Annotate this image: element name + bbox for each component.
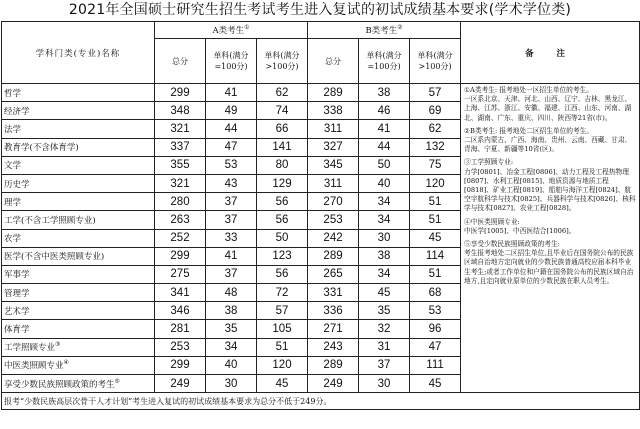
subject-cell: 理学 [2,193,155,211]
note-body: 力学[0801]、冶金工程[0806]、动力工程及工程热物理[0807]、水利工程[0815]、地质资源与地质工程[0818]、矿业工程[0819]、船舶与海洋工程[0824]、航空宇航科学与技术[0825]、兵器科学与技术[0826]、核科学与技术[0827]、农业工程[0828]。 [464,167,636,213]
b-single-over100-cell: 47 [410,338,461,356]
subject-cell: 经济学 [2,102,155,120]
a-single100-cell: 40 [206,356,257,374]
b-total-header: 总分 [308,39,359,84]
b-single100-header: 单科(满分=100分) [359,39,410,84]
subject-cell: 军事学 [2,265,155,283]
b-single100-cell: 34 [359,211,410,229]
a-total-cell: 253 [155,338,206,356]
note-heading: ①A类考生: 报考地处一区招生单位的考生。 [464,86,593,94]
b-single-over100-cell: 114 [410,247,461,265]
b-single100-cell: 50 [359,156,410,174]
a-single-over100-cell: 56 [257,265,308,283]
a-single100-cell: 30 [206,375,257,393]
header-row-groups [2,22,640,39]
b-single-over100-header: 单科(满分>100分) [410,39,461,84]
a-single-over100-cell: 72 [257,284,308,302]
b-total-cell: 249 [308,375,359,393]
a-single-over100-cell: 141 [257,138,308,156]
subject-cell: 农学 [2,229,155,247]
b-single100-cell: 40 [359,174,410,192]
a-single100-cell: 41 [206,84,257,102]
note-heading: ②B类考生: 报考地处二区招生单位的考生。 [464,126,594,135]
a-single100-cell: 43 [206,174,257,192]
note-body: 一区系北京、天津、河北、山西、辽宁、吉林、黑龙江、上海、江苏、浙江、安徽、福建、江西、山东、河南、湖北、湖南、广东、重庆、四川、陕西等21省(市)。 [464,95,632,122]
a-single-over100-cell: 120 [257,356,308,374]
a-single-over100-cell: 66 [257,120,308,138]
a-single-over100-cell: 123 [257,247,308,265]
a-single100-cell: 49 [206,102,257,120]
b-single-over100-cell: 68 [410,284,461,302]
a-total-cell: 280 [155,193,206,211]
footer-note: 报考“少数民族高层次骨干人才计划”考生进入复试的初试成绩基本要求为总分不低于249分。 [2,393,640,410]
b-total-cell: 345 [308,156,359,174]
note-heading: ③工学照顾专业: [464,158,514,167]
b-single-over100-cell: 53 [410,302,461,320]
b-single-over100-cell: 51 [410,265,461,283]
a-single100-header: 单科(满分=100分) [206,39,257,84]
a-total-cell: 263 [155,211,206,229]
a-single-over100-cell: 105 [257,320,308,338]
subject-cell: 法学 [2,120,155,138]
b-total-cell: 271 [308,320,359,338]
note-block [464,127,636,155]
a-total-header: 总分 [155,39,206,84]
b-total-cell: 253 [308,211,359,229]
b-total-cell: 243 [308,338,359,356]
a-total-cell: 321 [155,120,206,138]
b-single100-cell: 34 [359,265,410,283]
a-single100-cell: 37 [206,211,257,229]
b-single-over100-cell: 69 [410,102,461,120]
note-body: 中医学[1005]、中西医结合[1006]。 [464,226,576,235]
note-body: 考生报考地处二区招生单位,且毕业后在国务院公布的民族区域自治地方定向就业的少数民族普通高校应届本科毕业生考生;或者工作单位和户籍在国务院公布的民族区域自治地方,且定向就业原单位的少数民族在职人员考生。 [464,249,634,285]
subject-cell: 哲学 [2,84,155,102]
a-total-cell: 348 [155,102,206,120]
subject-cell: 艺术学 [2,302,155,320]
b-total-cell: 289 [308,84,359,102]
note-block [464,218,636,236]
b-single-over100-cell: 111 [410,356,461,374]
a-total-cell: 299 [155,356,206,374]
a-single100-cell: 33 [206,229,257,247]
group-a-header: A类考生① [155,22,308,39]
b-single-over100-cell: 45 [410,229,461,247]
b-total-cell: 289 [308,356,359,374]
b-single100-cell: 35 [359,302,410,320]
a-single-over100-cell: 51 [257,338,308,356]
a-single100-cell: 44 [206,120,257,138]
a-single100-cell: 37 [206,193,257,211]
a-single-over100-cell: 56 [257,211,308,229]
b-total-cell: 338 [308,102,359,120]
subject-cell: 工学照顾专业③ [2,338,155,356]
b-total-cell: 311 [308,174,359,192]
b-total-cell: 331 [308,284,359,302]
a-single-over100-cell: 45 [257,375,308,393]
a-total-cell: 346 [155,302,206,320]
footer-row [2,393,640,410]
b-total-cell: 311 [308,120,359,138]
a-total-cell: 299 [155,84,206,102]
b-total-cell: 265 [308,265,359,283]
b-total-cell: 242 [308,229,359,247]
group-b-header: B类考生② [308,22,461,39]
b-single100-cell: 45 [359,284,410,302]
b-single-over100-cell: 51 [410,211,461,229]
note-block [464,240,636,286]
a-single-over100-cell: 50 [257,229,308,247]
a-single-over100-cell: 62 [257,84,308,102]
a-single100-cell: 41 [206,247,257,265]
note-body: 二区系内蒙古、广西、海南、贵州、云南、西藏、甘肃、青海、宁夏、新疆等10省(区)。 [464,136,632,154]
subject-cell: 医学(不含中医类照顾专业) [2,247,155,265]
subject-cell: 管理学 [2,284,155,302]
a-total-cell: 275 [155,265,206,283]
table-row [2,84,640,102]
b-single100-cell: 46 [359,102,410,120]
b-single-over100-cell: 75 [410,156,461,174]
a-single100-cell: 34 [206,338,257,356]
b-single-over100-cell: 57 [410,84,461,102]
note-block [464,158,636,213]
b-single100-cell: 34 [359,193,410,211]
a-total-cell: 299 [155,247,206,265]
a-single100-cell: 47 [206,138,257,156]
b-single-over100-cell: 45 [410,375,461,393]
a-single-over100-cell: 129 [257,174,308,192]
b-single100-cell: 38 [359,84,410,102]
a-single-over100-cell: 57 [257,302,308,320]
a-total-cell: 337 [155,138,206,156]
a-total-cell: 321 [155,174,206,192]
subject-cell: 享受少数民族照顾政策的考生⑤ [2,375,155,393]
note-heading: ⑤享受少数民族照顾政策的考生: [464,240,560,249]
a-single100-cell: 48 [206,284,257,302]
a-total-cell: 249 [155,375,206,393]
a-single-over100-cell: 80 [257,156,308,174]
b-total-cell: 289 [308,247,359,265]
notes-cell [461,84,640,393]
note-block [464,86,636,123]
page-title: 2021年全国硕士研究生招生考试考生进入复试的初试成绩基本要求(学术学位类) [68,2,572,18]
b-single-over100-cell: 132 [410,138,461,156]
a-total-cell: 281 [155,320,206,338]
subject-column-header: 学科门类(专业)名称 [2,22,155,84]
a-single100-cell: 38 [206,302,257,320]
a-total-cell: 341 [155,284,206,302]
b-single100-cell: 30 [359,375,410,393]
b-total-cell: 270 [308,193,359,211]
b-total-cell: 327 [308,138,359,156]
a-single-over100-cell: 74 [257,102,308,120]
b-single100-cell: 30 [359,229,410,247]
a-single100-cell: 53 [206,156,257,174]
subject-cell: 教育学(不含体育学) [2,138,155,156]
notes-header: 备 注 [461,22,640,84]
b-single100-cell: 44 [359,138,410,156]
b-single100-cell: 38 [359,247,410,265]
subject-cell: 体育学 [2,320,155,338]
a-single-over100-header: 单科(满分>100分) [257,39,308,84]
b-single-over100-cell: 96 [410,320,461,338]
subject-cell: 中医类照顾专业④ [2,356,155,374]
a-single-over100-cell: 56 [257,193,308,211]
b-single-over100-cell: 62 [410,120,461,138]
subject-cell: 历史学 [2,174,155,192]
b-single100-cell: 31 [359,338,410,356]
b-total-cell: 336 [308,302,359,320]
b-single-over100-cell: 120 [410,174,461,192]
b-single100-cell: 32 [359,320,410,338]
note-heading: ④中医类照顾专业: [464,217,520,226]
a-total-cell: 252 [155,229,206,247]
a-single100-cell: 37 [206,265,257,283]
score-table [1,21,640,410]
a-single100-cell: 35 [206,320,257,338]
a-total-cell: 355 [155,156,206,174]
subject-cell: 工学(不含工学照顾专业) [2,211,155,229]
b-single-over100-cell: 51 [410,193,461,211]
b-single100-cell: 37 [359,356,410,374]
subject-cell: 文学 [2,156,155,174]
b-single100-cell: 41 [359,120,410,138]
